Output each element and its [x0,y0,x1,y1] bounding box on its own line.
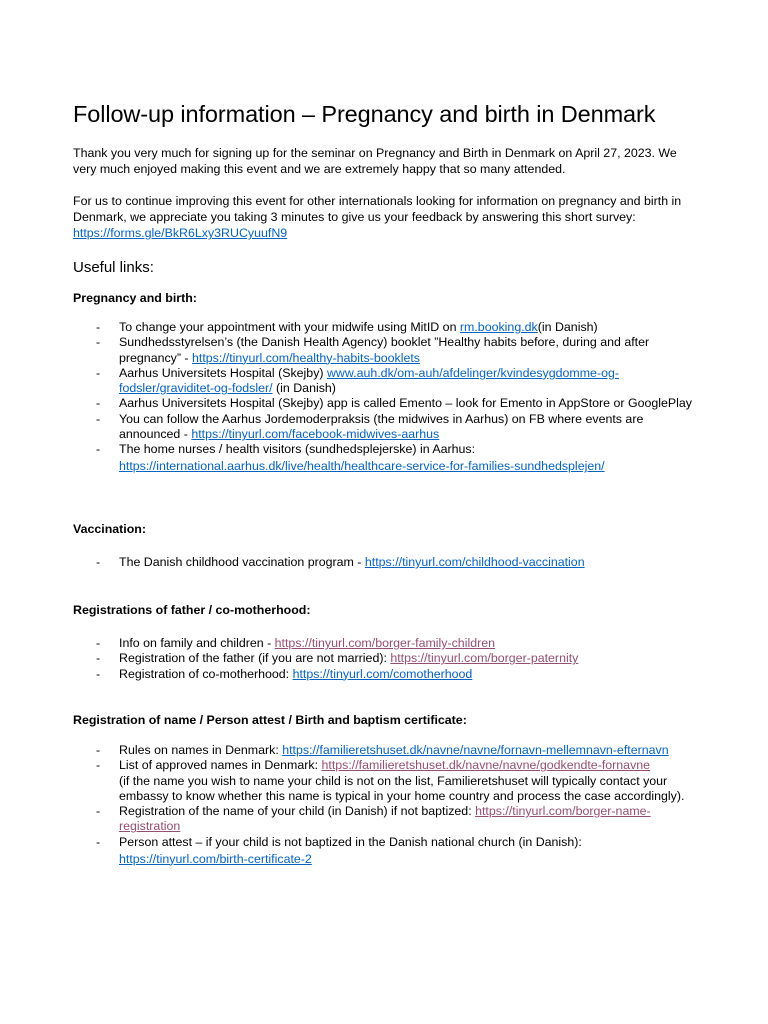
list-item: - Registration of the father (if you are not married): https://tinyurl.com/borger-paternity [96,651,579,666]
list-item: - Registration of the name of your child (in Danish) if not baptized: https://tinyurl.com/borger-name-registration [96,804,651,834]
survey-text: For us to continue improving this event for other internationals looking for information on pregnancy and birth in Denmark, we appreciate you taking 3 minutes to give us your feedback by answering this short survey: [73,194,682,224]
family-children-link[interactable]: https://tinyurl.com/borger-family-children [274,636,496,650]
pregnancy-heading: Pregnancy and birth: [73,291,197,305]
list-item: - Sundhedsstyrelsen’s (the Danish Health Agency) booklet ”Healthy habits before, during and after pregnancy” - https://tinyurl.com/healthy-habits-booklets [96,335,650,365]
list-item: - Info on family and children - https://tinyurl.com/borger-family-children [96,636,496,650]
name-rules-link[interactable]: https://familieretshuset.dk/navne/navne/fornavn-mellemnavn-efternavn [282,743,669,757]
paternity-link[interactable]: https://tinyurl.com/borger-paternity [390,651,579,666]
list-item: - The Danish childhood vaccination program - https://tinyurl.com/childhood-vaccination [96,555,585,569]
list-item: - To change your appointment with your midwife using MitID on rm.booking.dk(in Danish) [96,320,598,334]
names-heading: Registration of name / Person attest / Birth and baptism certificate: [73,713,467,727]
facebook-midwives-link[interactable]: https://tinyurl.com/facebook-midwives-aarhus [191,427,440,442]
list-item: - Rules on names in Denmark: https://familieretshuset.dk/navne/navne/fornavn-mellemnavn-efternavn [96,743,669,757]
survey-paragraph [73,193,703,241]
list-item: - Person attest – if your child is not baptized in the Danish national church (in Danish): https://tinyurl.com/birth-certificate-2 [73,835,703,867]
booking-link[interactable]: rm.booking.dk [459,320,538,334]
pregnancy-list [73,320,703,474]
health-visitors-link[interactable]: https://international.aarhus.dk/live/health/healthcare-service-for-families-sundhedsplejen/ [119,459,605,474]
vaccination-heading: Vaccination: [73,522,146,536]
list-item: - Aarhus Universitets Hospital (Skejby) app is called Emento – look for Emento in AppStore or GooglePlay [96,396,693,411]
names-list [73,743,703,867]
list-item: - You can follow the Aarhus Jordemoderpraksis (the midwives in Aarhus) on FB where events are announced - https://tinyurl.com/facebook-midwives-aarhus [96,411,644,442]
page-title: Follow-up information – Pregnancy and birth in Denmark [73,101,656,127]
name-registration-link[interactable]: https://tinyurl.com/borger-name-registration [119,804,651,834]
vaccination-link[interactable]: https://tinyurl.com/childhood-vaccination [364,555,585,569]
comotherhood-link[interactable]: https://tinyurl.com/comotherhood [292,666,473,681]
list-item: - Registration of co-motherhood: https://tinyurl.com/comotherhood [96,666,473,681]
auh-link[interactable]: www.auh.dk/om-auh/afdelinger/kvindesygdomme-og-fodsler/graviditet-og-fodsler/ [119,365,619,396]
intro-paragraph: Thank you very much for signing up for the seminar on Pregnancy and Birth in Denmark on April 27, 2023. We very much enjoyed making this event and we are extremely happy that so many attended. [73,146,677,176]
birth-certificate-link[interactable]: https://tinyurl.com/birth-certificate-2 [119,851,312,866]
vaccination-list [73,555,703,570]
registrations-list [73,636,703,682]
list-item: - List of approved names in Denmark: https://familieretshuset.dk/navne/navne/godkendte-fornavne (if the name you wish to name your child is not on the list, Familieretshuset will typically contact your embassy to know whether this name is typical in your home country and process the case accordingly). [96,758,685,803]
useful-links-heading: Useful links: [73,259,154,276]
healthy-habits-link[interactable]: https://tinyurl.com/healthy-habits-booklets [192,350,420,365]
list-item: - Aarhus Universitets Hospital (Skejby) www.auh.dk/om-auh/afdelinger/kvindesygdomme-og-fodsler/graviditet-og-fodsler/ (in Danish) [96,365,619,396]
list-item: - The home nurses / health visitors (sundhedsplejerske) in Aarhus: https://international.aarhus.dk/live/health/healthcare-service-for-families-sundhedsplejen/ [73,442,703,474]
registrations-heading: Registrations of father / co-motherhood: [73,603,311,617]
survey-link[interactable]: https://forms.gle/BkR6Lxy3RUCyuufN9 [73,226,288,240]
approved-names-link[interactable]: https://familieretshuset.dk/navne/navne/godkendte-fornavne [321,758,651,773]
